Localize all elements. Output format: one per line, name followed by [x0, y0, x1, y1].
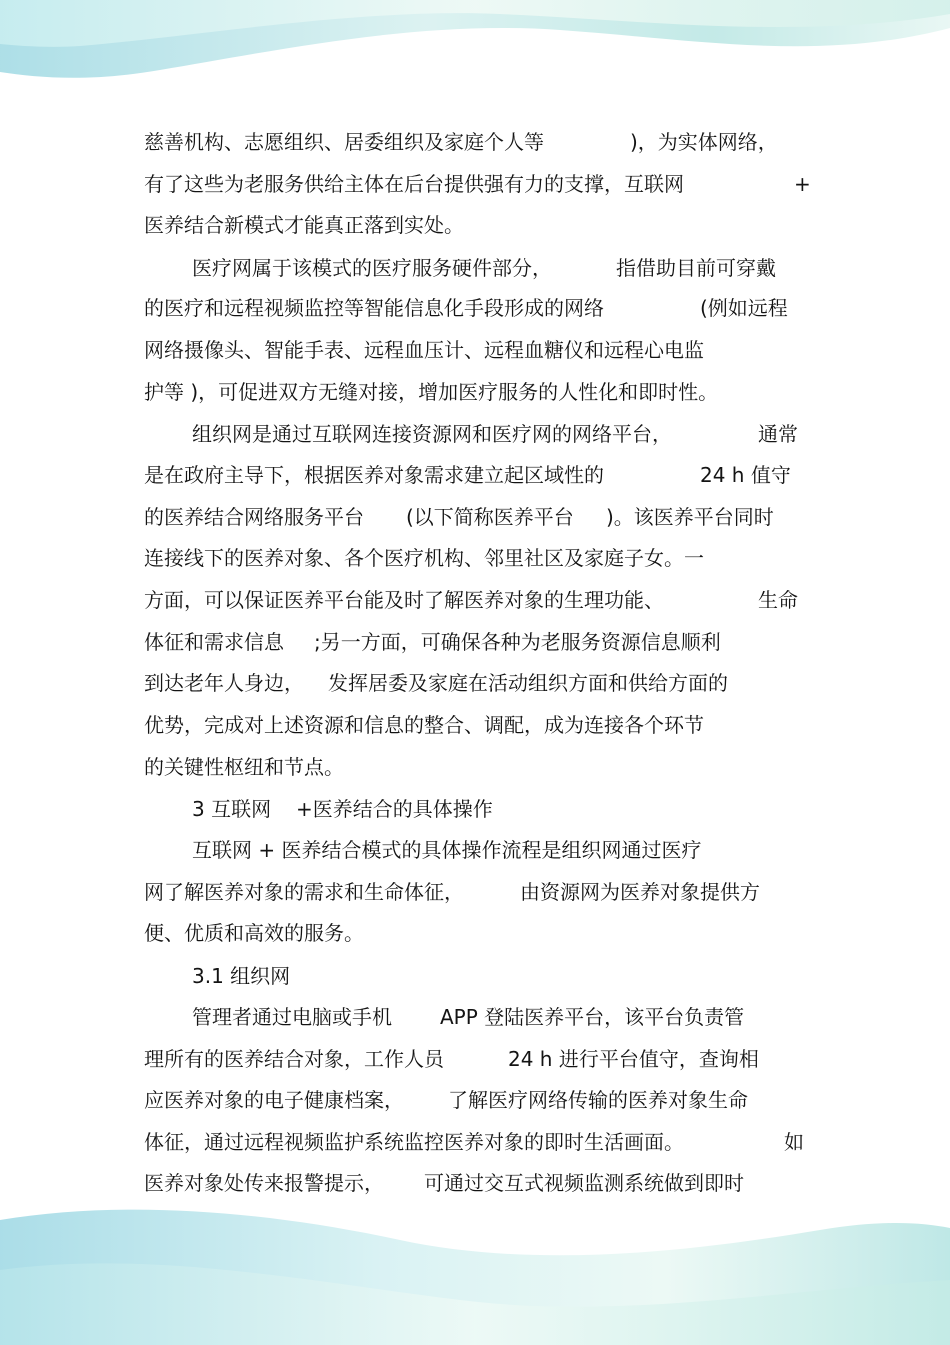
text-segment: 慈善机构、志愿组织、居委组织及家庭个人等: [144, 130, 544, 154]
text-line: [144, 835, 824, 865]
text-line: [144, 877, 824, 907]
text-line: [144, 710, 824, 740]
text-segment: )。该医养平台同时: [606, 505, 774, 529]
text-segment: 通常: [758, 422, 798, 446]
text-segment: 发挥居委及家庭在活动组织方面和供给方面的: [328, 671, 728, 695]
text-line: [144, 210, 824, 240]
text-line: [144, 460, 824, 490]
text-segment: 的医疗和远程视频监控等智能信息化手段形成的网络: [144, 296, 604, 320]
text-line: [144, 1127, 824, 1157]
text-line: [144, 1085, 824, 1115]
text-segment: 3.1 组织网: [192, 964, 291, 988]
top-wave-decoration: [0, 0, 950, 120]
text-line: [144, 668, 824, 698]
text-line: [144, 335, 824, 365]
text-segment: APP 登陆医养平台，该平台负责管: [440, 1005, 745, 1029]
bottom-wave-decoration: [0, 1180, 950, 1345]
text-line: [144, 585, 824, 615]
text-segment: 优势，完成对上述资源和信息的整合、调配，成为连接各个环节: [144, 713, 704, 737]
text-segment: 应医养对象的电子健康档案，: [144, 1088, 404, 1112]
text-line: [144, 419, 824, 449]
text-segment: 理所有的医养结合对象，工作人员: [144, 1047, 444, 1071]
text-line: [144, 752, 824, 782]
text-line: [144, 127, 824, 157]
text-segment: 到达老年人身边，: [144, 671, 304, 695]
text-line: [144, 1002, 824, 1032]
text-segment: 便、优质和高效的服务。: [144, 921, 364, 945]
text-segment: 生命: [758, 588, 798, 612]
text-segment: 互联网 + 医养结合模式的具体操作流程是组织网通过医疗: [192, 838, 702, 862]
text-line: [144, 169, 824, 199]
text-segment: (例如远程: [700, 296, 788, 320]
text-segment: 的关键性枢纽和节点。: [144, 755, 344, 779]
text-segment: +: [794, 172, 811, 196]
text-segment: 3 互联网: [192, 797, 272, 821]
text-line: [144, 502, 824, 532]
text-segment: 了解医疗网络传输的医养对象生命: [448, 1088, 748, 1112]
text-segment: 有了这些为老服务供给主体在后台提供强有力的支撑，互联网: [144, 172, 684, 196]
text-line: [144, 918, 824, 948]
text-segment: 可通过交互式视频监测系统做到即时: [424, 1171, 744, 1195]
section-heading: [144, 794, 824, 824]
text-segment: 指借助目前可穿戴: [616, 256, 776, 280]
text-segment: 体征和需求信息: [144, 630, 284, 654]
text-segment: 网络摄像头、智能手表、远程血压计、远程血糖仪和远程心电监: [144, 338, 704, 362]
text-segment: 管理者通过电脑或手机: [192, 1005, 392, 1029]
section-heading: [144, 961, 824, 991]
text-segment: )，为实体网络，: [630, 130, 778, 154]
text-line: [144, 293, 824, 323]
text-segment: 体征，通过远程视频监护系统监控医养对象的即时生活画面。: [144, 1130, 684, 1154]
text-line: [144, 627, 824, 657]
text-line: [144, 377, 824, 407]
text-line: [144, 1168, 824, 1198]
text-line: [144, 1044, 824, 1074]
text-segment: +医养结合的具体操作: [296, 797, 493, 821]
text-line: [144, 543, 824, 573]
text-segment: 24 h 进行平台值守，查询相: [508, 1047, 759, 1071]
text-segment: 医养对象处传来报警提示，: [144, 1171, 384, 1195]
text-line: [144, 253, 824, 283]
text-segment: 由资源网为医养对象提供方: [520, 880, 760, 904]
text-segment: 网了解医养对象的需求和生命体征，: [144, 880, 464, 904]
text-segment: 的医养结合网络服务平台: [144, 505, 364, 529]
text-segment: 24 h 值守: [700, 463, 791, 487]
text-segment: 医养结合新模式才能真正落到实处。: [144, 213, 464, 237]
text-segment: 是在政府主导下，根据医养对象需求建立起区域性的: [144, 463, 604, 487]
text-segment: 方面，可以保证医养平台能及时了解医养对象的生理功能、: [144, 588, 664, 612]
text-segment: 如: [784, 1130, 804, 1154]
text-segment: ;另一方面，可确保各种为老服务资源信息顺利: [314, 630, 721, 654]
text-segment: 医疗网属于该模式的医疗服务硬件部分，: [192, 256, 552, 280]
text-segment: 连接线下的医养对象、各个医疗机构、邻里社区及家庭子女。一: [144, 546, 704, 570]
text-segment: 护等 )，可促进双方无缝对接，增加医疗服务的人性化和即时性。: [144, 380, 719, 404]
text-segment: 组织网是通过互联网连接资源网和医疗网的网络平台，: [192, 422, 672, 446]
text-segment: (以下简称医养平台: [406, 505, 574, 529]
